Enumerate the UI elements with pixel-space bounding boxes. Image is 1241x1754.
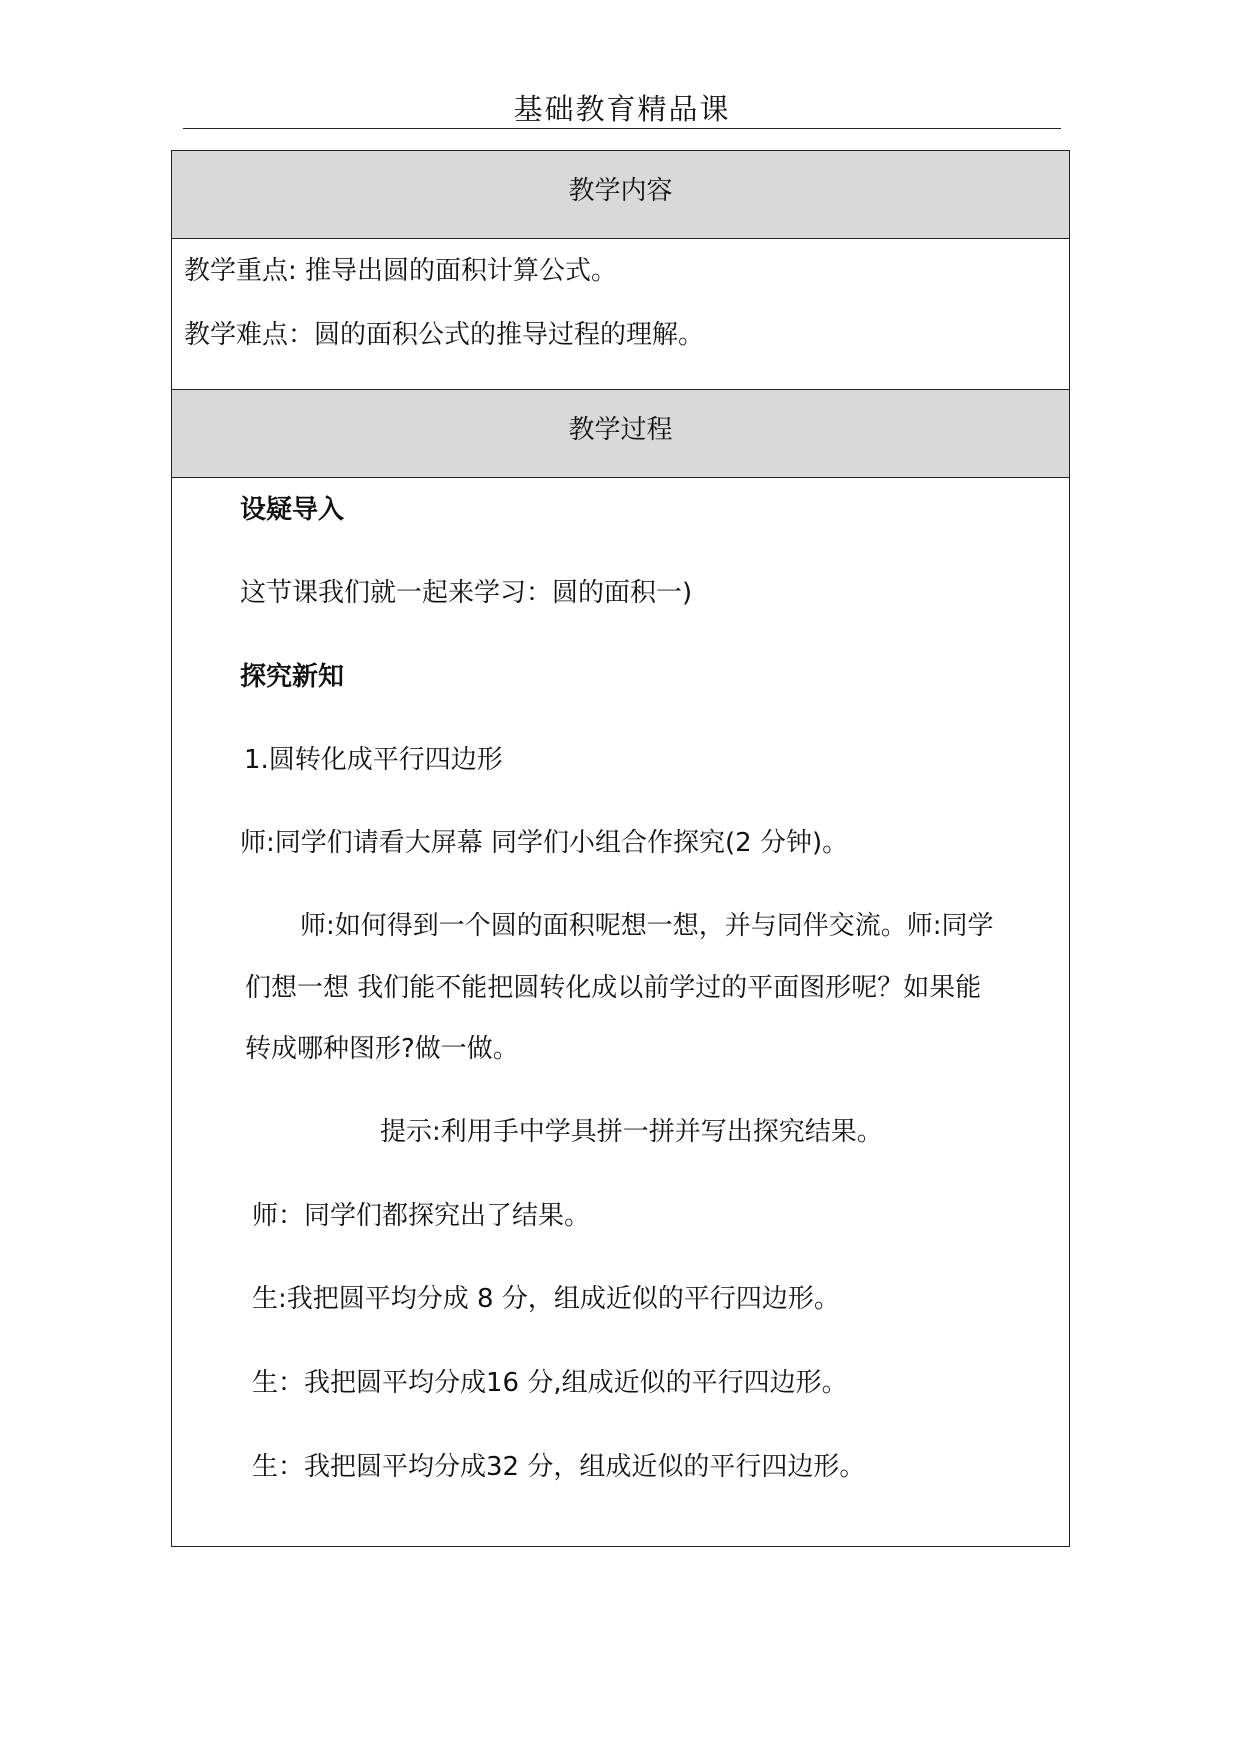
paragraph-line: 师：同学们都探究出了结果。 xyxy=(252,1201,591,1231)
paragraph-line: 生：我把圆平均分成32 分，组成近似的平行四边形。 xyxy=(252,1452,866,1482)
lesson-table xyxy=(171,150,1070,1547)
paragraph-line: 生:我把圆平均分成 8 分，组成近似的平行四边形。 xyxy=(252,1284,840,1314)
section-heading-process: 教学过程 xyxy=(172,389,1069,478)
paragraph-line: 这节课我们就一起来学习：圆的面积一) xyxy=(240,578,693,608)
difficult-point-text: 教学难点：圆的面积公式的推导过程的理解。 xyxy=(184,320,705,350)
paragraph-line: 生：我把圆平均分成16 分,组成近似的平行四边形。 xyxy=(252,1368,848,1398)
list-item-1: 1.圆转化成平行四边形 xyxy=(244,745,503,775)
subheading-explore: 探究新知 xyxy=(240,662,345,692)
subheading-intro: 设疑导入 xyxy=(240,495,345,525)
paragraph-line: 们想一想 我们能不能把圆转化成以前学过的平面图形呢？如果能 xyxy=(245,973,982,1003)
paragraph-line: 师:如何得到一个圆的面积呢想一想，并与同伴交流。师:同学 xyxy=(300,911,994,941)
hint-line: 提示:利用手中学具拼一拼并写出探究结果。 xyxy=(380,1117,883,1147)
section-heading-content: 教学内容 xyxy=(172,151,1069,239)
page-header-title: 基础教育精品课 xyxy=(183,80,1061,129)
key-point-text: 教学重点: 推导出圆的面积计算公式。 xyxy=(184,256,618,286)
paragraph-line: 转成哪种图形?做一做。 xyxy=(245,1034,519,1064)
paragraph-line: 师:同学们请看大屏幕 同学们小组合作探究(2 分钟)。 xyxy=(240,828,849,858)
